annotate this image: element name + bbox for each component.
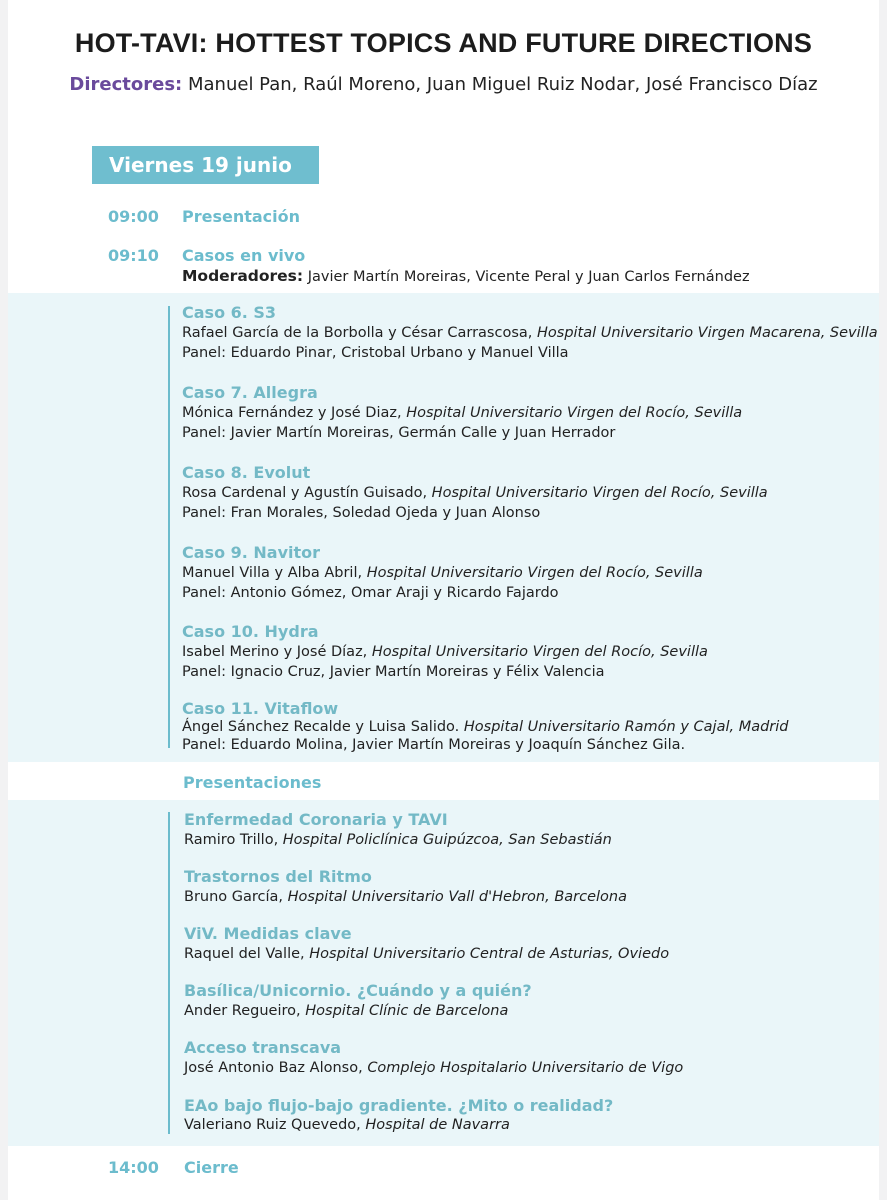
- presentation-institution: Hospital de Navarra: [365, 1117, 510, 1133]
- case-speakers: [182, 405, 742, 421]
- cases-divider: [168, 306, 170, 748]
- presentation-speaker-name: Bruno García,: [184, 889, 288, 905]
- case-title: Caso 9. Navitor: [182, 543, 321, 562]
- day-banner: Viernes 19 junio: [92, 146, 319, 184]
- case-title: Caso 11. Vitaflow: [182, 699, 339, 718]
- moderators-line: [182, 267, 750, 285]
- case-speakers: [182, 565, 703, 581]
- presentations-divider: [168, 812, 170, 1134]
- presentation-title: ViV. Medidas clave: [184, 924, 352, 943]
- directors-names: Manuel Pan, Raúl Moreno, Juan Miguel Ruiz Nodar, José Francisco Díaz: [188, 74, 818, 95]
- case-speakers-names: Rosa Cardenal y Agustín Guisado,: [182, 485, 432, 501]
- time-cierre: 14:00: [108, 1158, 159, 1177]
- presentation-speaker-name: Raquel del Valle,: [184, 946, 310, 962]
- case-institution: Hospital Universitario Virgen Macarena, Sevilla: [536, 325, 878, 341]
- presentations-band: [8, 800, 879, 1146]
- case-speakers-names: Rafael García de la Borbolla y César Carrascosa,: [182, 325, 537, 341]
- presentation-institution: Hospital Clínic de Barcelona: [305, 1003, 509, 1019]
- case-panel: Panel: Eduardo Pinar, Cristobal Urbano y Manuel Villa: [182, 345, 569, 361]
- case-panel: Panel: Eduardo Molina, Javier Martín Moreiras y Joaquín Sánchez Gila.: [182, 737, 686, 753]
- directors-label: Directores:: [69, 74, 183, 95]
- page-title: HOT-TAVI: HOTTEST TOPICS AND FUTURE DIRECTIONS: [74, 28, 813, 58]
- case-speakers: [182, 719, 789, 735]
- case-title: Caso 10. Hydra: [182, 622, 319, 641]
- moderators-names: Javier Martín Moreiras, Vicente Peral y Juan Carlos Fernández: [307, 269, 750, 285]
- presentation-speaker-name: Ramiro Trillo,: [184, 832, 283, 848]
- session-presentaciones: Presentaciones: [183, 773, 322, 792]
- presentation-speaker: [184, 1003, 508, 1019]
- presentation-institution: Hospital Universitario Central de Asturias, Oviedo: [309, 946, 670, 962]
- case-panel: Panel: Antonio Gómez, Omar Araji y Ricardo Fajardo: [182, 585, 559, 601]
- case-speakers-names: Isabel Merino y José Díaz,: [182, 644, 372, 660]
- session-presentacion: Presentación: [182, 207, 301, 226]
- case-title: Caso 7. Allegra: [182, 383, 318, 402]
- case-speakers: [182, 325, 878, 341]
- case-institution: Hospital Universitario Virgen del Rocío, Sevilla: [371, 644, 708, 660]
- moderators-label: Moderadores:: [182, 267, 304, 285]
- case-panel: Panel: Ignacio Cruz, Javier Martín Moreiras y Félix Valencia: [182, 664, 605, 680]
- presentation-institution: Hospital Universitario Vall d'Hebron, Barcelona: [287, 889, 627, 905]
- presentation-institution: Complejo Hospitalario Universitario de Vigo: [367, 1060, 684, 1076]
- case-panel: Panel: Javier Martín Moreiras, Germán Calle y Juan Herrador: [182, 425, 616, 441]
- case-title: Caso 8. Evolut: [182, 463, 311, 482]
- presentation-speaker: [184, 1117, 510, 1133]
- presentation-title: Basílica/Unicornio. ¿Cuándo y a quién?: [184, 981, 532, 1000]
- case-institution: Hospital Universitario Virgen del Rocío, Sevilla: [366, 565, 703, 581]
- case-institution: Hospital Universitario Ramón y Cajal, Madrid: [463, 719, 789, 735]
- presentation-title: EAo bajo flujo-bajo gradiente. ¿Mito o realidad?: [184, 1096, 614, 1115]
- case-title: Caso 6. S3: [182, 303, 277, 322]
- presentation-speaker: [184, 832, 612, 848]
- presentation-speaker-name: Valeriano Ruiz Quevedo,: [184, 1117, 366, 1133]
- presentation-title: Acceso transcava: [184, 1038, 342, 1057]
- case-speakers-names: Mónica Fernández y José Diaz,: [182, 405, 407, 421]
- time-casos: 09:10: [108, 246, 159, 265]
- presentation-speaker-name: José Antonio Baz Alonso,: [184, 1060, 368, 1076]
- cases-band: [8, 293, 879, 762]
- presentation-speaker-name: Ander Regueiro,: [184, 1003, 306, 1019]
- session-casos-en-vivo: Casos en vivo: [182, 246, 306, 265]
- presentation-institution: Hospital Policlínica Guipúzcoa, San Sebastián: [282, 832, 612, 848]
- presentation-speaker: [184, 946, 669, 962]
- case-speakers: [182, 644, 708, 660]
- presentation-title: Trastornos del Ritmo: [184, 867, 372, 886]
- directors-line: [0, 74, 887, 95]
- case-speakers-names: Manuel Villa y Alba Abril,: [182, 565, 367, 581]
- case-institution: Hospital Universitario Virgen del Rocío, Sevilla: [431, 485, 768, 501]
- case-institution: Hospital Universitario Virgen del Rocío, Sevilla: [406, 405, 743, 421]
- case-speakers: [182, 485, 768, 501]
- session-cierre: Cierre: [184, 1158, 239, 1177]
- case-speakers-names: Ángel Sánchez Recalde y Luisa Salido.: [182, 719, 464, 735]
- case-panel: Panel: Fran Morales, Soledad Ojeda y Juan Alonso: [182, 505, 541, 521]
- presentation-title: Enfermedad Coronaria y TAVI: [184, 810, 448, 829]
- presentation-speaker: [184, 1060, 683, 1076]
- time-presentacion: 09:00: [108, 207, 159, 226]
- presentation-speaker: [184, 889, 627, 905]
